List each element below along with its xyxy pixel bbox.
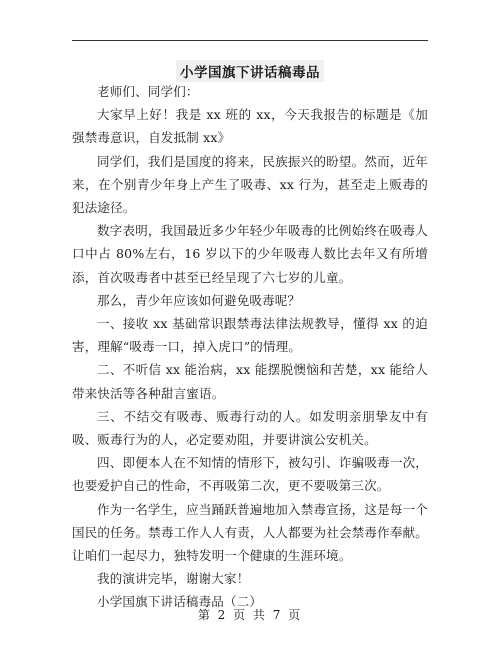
paragraph-next-title: 小学国旗下讲话稿毒品（二） [97,594,263,610]
paragraph-point-4: 四、即便本人在不知情的情形下，被勾引、诈骗吸毒一次，也要爱护自己的性命，不再吸第二次，更不要吸第三次。 [72,455,428,494]
paragraph-point-3: 三、不结交有吸毒、贩毒行动的人。如发明亲朋挚友中有吸、贩毒行为的人，必定要劝阻，并要讲演公安机关。 [72,408,428,448]
paragraph-point-1: 一、接收 xx 基础常识跟禁毒法律法规教导，懂得 xx 的迫害，理解“吸毒一口，掉入虎口”的情理。 [72,316,428,355]
paragraph-closing: 我的演讲完毕，谢谢大家！ [97,571,250,587]
paragraph-point-2: 二、不听信 xx 能治病，xx 能摆脱懊恼和苦楚，xx 能给人带来快活等各种甜言蜜语。 [72,362,428,401]
paragraph-call-to-action: 作为一名学生，应当踊跃普遍地加入禁毒宣扬，这是每一个国民的任务。禁毒工作人人有责，人人都要为社会禁毒作奉献。让咱们一起尽力，独特发明一个健康的生涯环境。 [72,501,428,564]
paragraph-intro: 同学们，我们是国度的将来，民族振兴的盼望。然而，近年来，在个别青少年身上产生了吸毒、xx 行为，甚至走上贩毒的犯法途径。 [72,153,428,216]
paragraph-statistics: 数字表明，我国最近多少年轻少年吸毒的比例始终在吸毒人口中占 80%左右，16 岁以下的少年吸毒人数比去年又有所增添，首次吸毒者中甚至已经呈现了六七岁的儿童。 [72,223,428,285]
document-body [72,80,428,614]
paragraph-question: 那么，青少年应该如何避免吸毒呢？ [97,292,301,308]
document-title: 小学国旗下讲话稿毒品 [176,60,324,82]
paragraph-greeting: 老师们、同学们： [97,84,199,99]
title-container [0,60,500,82]
paragraph-opening: 大家早上好！我是 xx 班的 xx，今天我报告的标题是《加强禁毒意识，自发抵制 xx》 [72,107,428,146]
page-indicator: 第 2 页 共 7 页 [197,608,303,622]
header-rule [72,40,428,41]
